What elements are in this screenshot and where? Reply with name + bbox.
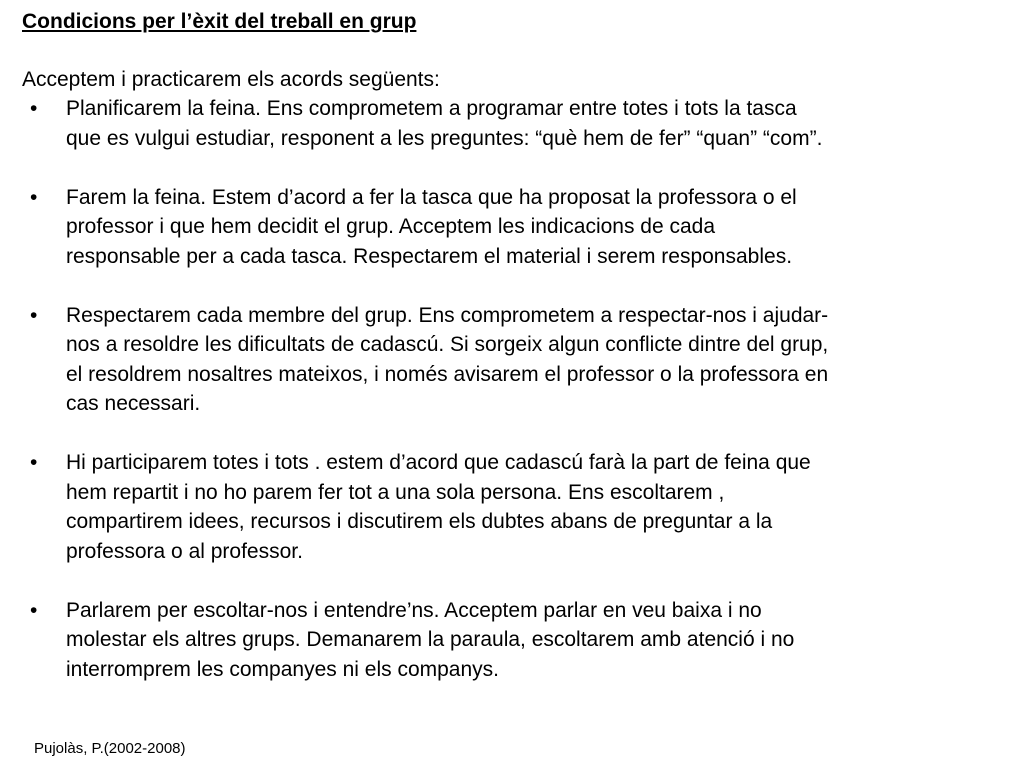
bullet-marker: • <box>30 97 38 120</box>
bullet-line: compartirem idees, recursos i discutirem els dubtes abans de preguntar a la <box>66 510 773 533</box>
bullet-text <box>66 596 1012 685</box>
bullet-line: responsable per a cada tasca. Respectarem el material i serem responsables. <box>66 244 793 268</box>
bullet-text <box>66 301 1012 419</box>
bullet-line: professor i que hem decidit el grup. Acceptem les indicacions de cada <box>66 215 716 238</box>
bullet-text <box>66 183 1012 272</box>
bullet-marker: • <box>30 185 38 209</box>
bullet-line: hem repartit i no ho parem fer tot a una sola persona. Ens escoltarem , <box>66 480 725 504</box>
bullet-item <box>22 183 1012 272</box>
bullet-marker: • <box>30 303 38 327</box>
bullet-line: Farem la feina. Estem d’acord a fer la tasca que ha proposat la professora o el <box>66 185 797 209</box>
bullet-item <box>22 301 1012 419</box>
bullet-line: professora o al professor. <box>66 539 303 563</box>
bullet-line: el resoldrem nosaltres mateixos, i només avisarem el professor o la professora en <box>66 362 829 386</box>
intro-text: Acceptem i practicarem els acords següents: <box>22 68 440 91</box>
bullet-line: molestar els altres grups. Demanarem la paraula, escoltarem amb atenció i no <box>66 628 795 651</box>
citation: Pujolàs, P.(2002-2008) <box>34 740 186 757</box>
bullet-marker: • <box>30 451 38 474</box>
bullet-line: interromprem les companyes ni els companys. <box>66 657 500 681</box>
bullet-line: Hi participarem totes i tots . estem d’acord que cadascú farà la part de feina que <box>66 451 811 474</box>
bullet-text <box>66 448 1012 566</box>
bullet-line: Planificarem la feina. Ens comprometem a programar entre totes i tots la tasca <box>66 97 797 120</box>
bullet-text <box>66 94 1012 153</box>
bullet-item <box>22 448 1012 566</box>
bullet-item <box>22 596 1012 685</box>
slide-title: Condicions per l’èxit del treball en grup <box>22 10 417 33</box>
bullet-list <box>22 94 1012 714</box>
bullet-line: Respectarem cada membre del grup. Ens comprometem a respectar-nos i ajudar- <box>66 303 829 327</box>
bullet-item <box>22 94 1012 153</box>
bullet-line: nos a resoldre les dificultats de cadascú. Si sorgeix algun conflicte dintre del grup, <box>66 333 829 356</box>
bullet-line: cas necessari. <box>66 392 201 415</box>
bullet-marker: • <box>30 598 38 622</box>
bullet-line: Parlarem per escoltar-nos i entendre’ns. Acceptem parlar en veu baixa i no <box>66 598 762 622</box>
bullet-line: que es vulgui estudiar, responent a les preguntes: “què hem de fer” “quan” “com”. <box>66 126 823 150</box>
